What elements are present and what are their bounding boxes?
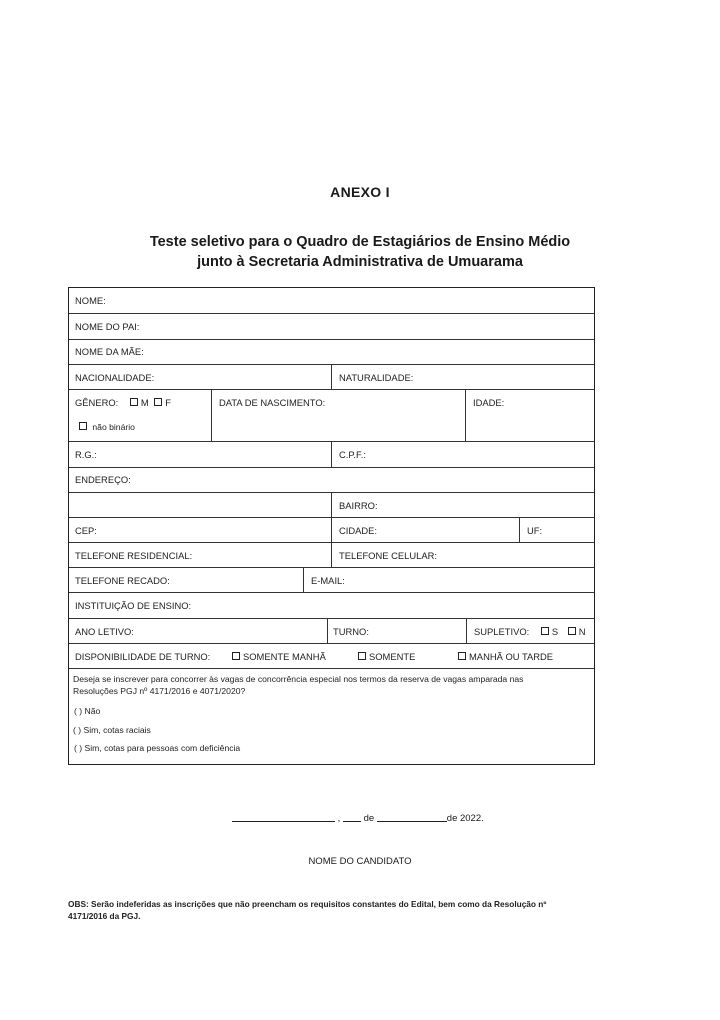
- col-divider: [331, 492, 332, 567]
- col-divider: [519, 517, 520, 542]
- observation-note: [68, 898, 658, 922]
- field-instituicao[interactable]: INSTITUIÇÃO DE ENSINO:: [75, 600, 192, 611]
- annex-title: ANEXO I: [330, 184, 390, 200]
- row-divider: [69, 643, 594, 644]
- supletivo-label: SUPLETIVO:: [474, 626, 530, 637]
- option-somente-manha[interactable]: [229, 651, 326, 662]
- field-cep[interactable]: CEP:: [75, 525, 97, 536]
- row-divider: [69, 313, 594, 314]
- genero-m-label: M: [140, 397, 149, 408]
- checkbox-somente[interactable]: [358, 652, 366, 660]
- registration-form: [68, 287, 595, 765]
- supletivo-n-label: N: [578, 626, 586, 637]
- option-manha-ou-tarde[interactable]: [455, 651, 553, 662]
- checkbox-somente-manha[interactable]: [232, 652, 240, 660]
- city-blank[interactable]: [232, 812, 335, 822]
- quota-question-line2: Resoluções PGJ nº 4171/2016 e 4071/2020?: [73, 686, 246, 696]
- quota-option-cotas-raciais[interactable]: ( ) Sim, cotas raciais: [73, 725, 151, 735]
- field-genero-nb: [75, 422, 135, 432]
- de-label-1: de: [363, 813, 375, 824]
- field-naturalidade[interactable]: NATURALIDADE:: [339, 372, 414, 383]
- document-subtitle-line2: junto à Secretaria Administrativa de Umuarama: [197, 254, 523, 270]
- row-divider: [69, 618, 594, 619]
- field-genero: [75, 397, 171, 408]
- field-nome-pai[interactable]: NOME DO PAI:: [75, 321, 140, 332]
- manha-ou-tarde-label: MANHÃ OU TARDE: [469, 651, 554, 662]
- field-telefone-residencial[interactable]: TELEFONE RESIDENCIAL:: [75, 550, 193, 561]
- comma: ,: [337, 813, 341, 824]
- somente-manha-label: SOMENTE MANHÃ: [243, 651, 326, 662]
- checkbox-genero-f[interactable]: [154, 398, 162, 406]
- row-divider: [69, 567, 594, 568]
- obs-line1: OBS: Serão indeferidas as inscrições que não preencham os requisitos constantes do Edital, bem como da Resolução nº: [68, 899, 547, 909]
- field-bairro[interactable]: BAIRRO:: [339, 500, 378, 511]
- month-blank[interactable]: [377, 812, 447, 822]
- field-supletivo: [474, 626, 586, 637]
- checkbox-supletivo-n[interactable]: [568, 627, 576, 635]
- somente-label: SOMENTE: [369, 651, 416, 662]
- day-blank[interactable]: [343, 812, 361, 822]
- field-idade[interactable]: IDADE:: [473, 397, 505, 408]
- row-divider: [69, 592, 594, 593]
- col-divider: [465, 389, 466, 441]
- option-somente[interactable]: [355, 651, 415, 662]
- field-rg[interactable]: R.G.:: [75, 449, 97, 460]
- quota-option-nao[interactable]: ( ) Não: [74, 706, 101, 716]
- field-uf[interactable]: UF:: [527, 525, 543, 536]
- field-data-nascimento[interactable]: DATA DE NASCIMENTO:: [219, 397, 326, 408]
- field-turno[interactable]: TURNO:: [333, 626, 369, 637]
- field-cidade[interactable]: CIDADE:: [339, 525, 378, 536]
- field-disponibilidade: DISPONIBILIDADE DE TURNO:: [75, 651, 211, 662]
- field-telefone-recado[interactable]: TELEFONE RECADO:: [75, 575, 170, 586]
- col-divider: [327, 618, 328, 643]
- de-label-2: de 2022.: [446, 813, 484, 824]
- supletivo-s-label: S: [551, 626, 559, 637]
- quota-option-cotas-deficiencia[interactable]: ( ) Sim, cotas para pessoas com deficiência: [74, 743, 241, 753]
- col-divider: [466, 618, 467, 643]
- checkbox-manha-ou-tarde[interactable]: [458, 652, 466, 660]
- document-subtitle-line1: Teste seletivo para o Quadro de Estagiários de Ensino Médio: [149, 234, 571, 250]
- quota-question-line1: Deseja se inscrever para concorrer às vagas de concorrência especial nos termos da reserva de vagas amparada nas: [73, 674, 524, 684]
- signature-date-line: [232, 812, 484, 824]
- field-ano-letivo[interactable]: ANO LETIVO:: [75, 626, 134, 637]
- checkbox-genero-m[interactable]: [130, 398, 138, 406]
- row-divider: [69, 467, 594, 468]
- genero-label: GÊNERO:: [75, 397, 119, 408]
- genero-nb-label: não binário: [92, 422, 135, 432]
- field-nome-mae[interactable]: NOME DA MÃE:: [75, 346, 144, 357]
- col-divider: [331, 441, 332, 467]
- candidate-name-label: NOME DO CANDIDATO: [308, 856, 412, 867]
- row-divider: [69, 339, 594, 340]
- row-divider: [69, 668, 594, 669]
- obs-line2: 4171/2016 da PGJ.: [68, 911, 141, 921]
- col-divider: [303, 567, 304, 592]
- field-endereco[interactable]: ENDEREÇO:: [75, 474, 131, 485]
- genero-f-label: F: [165, 397, 172, 408]
- field-telefone-celular[interactable]: TELEFONE CELULAR:: [339, 550, 437, 561]
- col-divider: [331, 364, 332, 389]
- field-nacionalidade[interactable]: NACIONALIDADE:: [75, 372, 155, 383]
- field-email[interactable]: E-MAIL:: [311, 575, 345, 586]
- checkbox-genero-nao-binario[interactable]: [79, 422, 87, 430]
- field-cpf[interactable]: C.P.F.:: [339, 449, 366, 460]
- col-divider: [211, 389, 212, 441]
- row-divider: [69, 389, 594, 390]
- field-nome[interactable]: NOME:: [75, 295, 106, 306]
- checkbox-supletivo-s[interactable]: [541, 627, 549, 635]
